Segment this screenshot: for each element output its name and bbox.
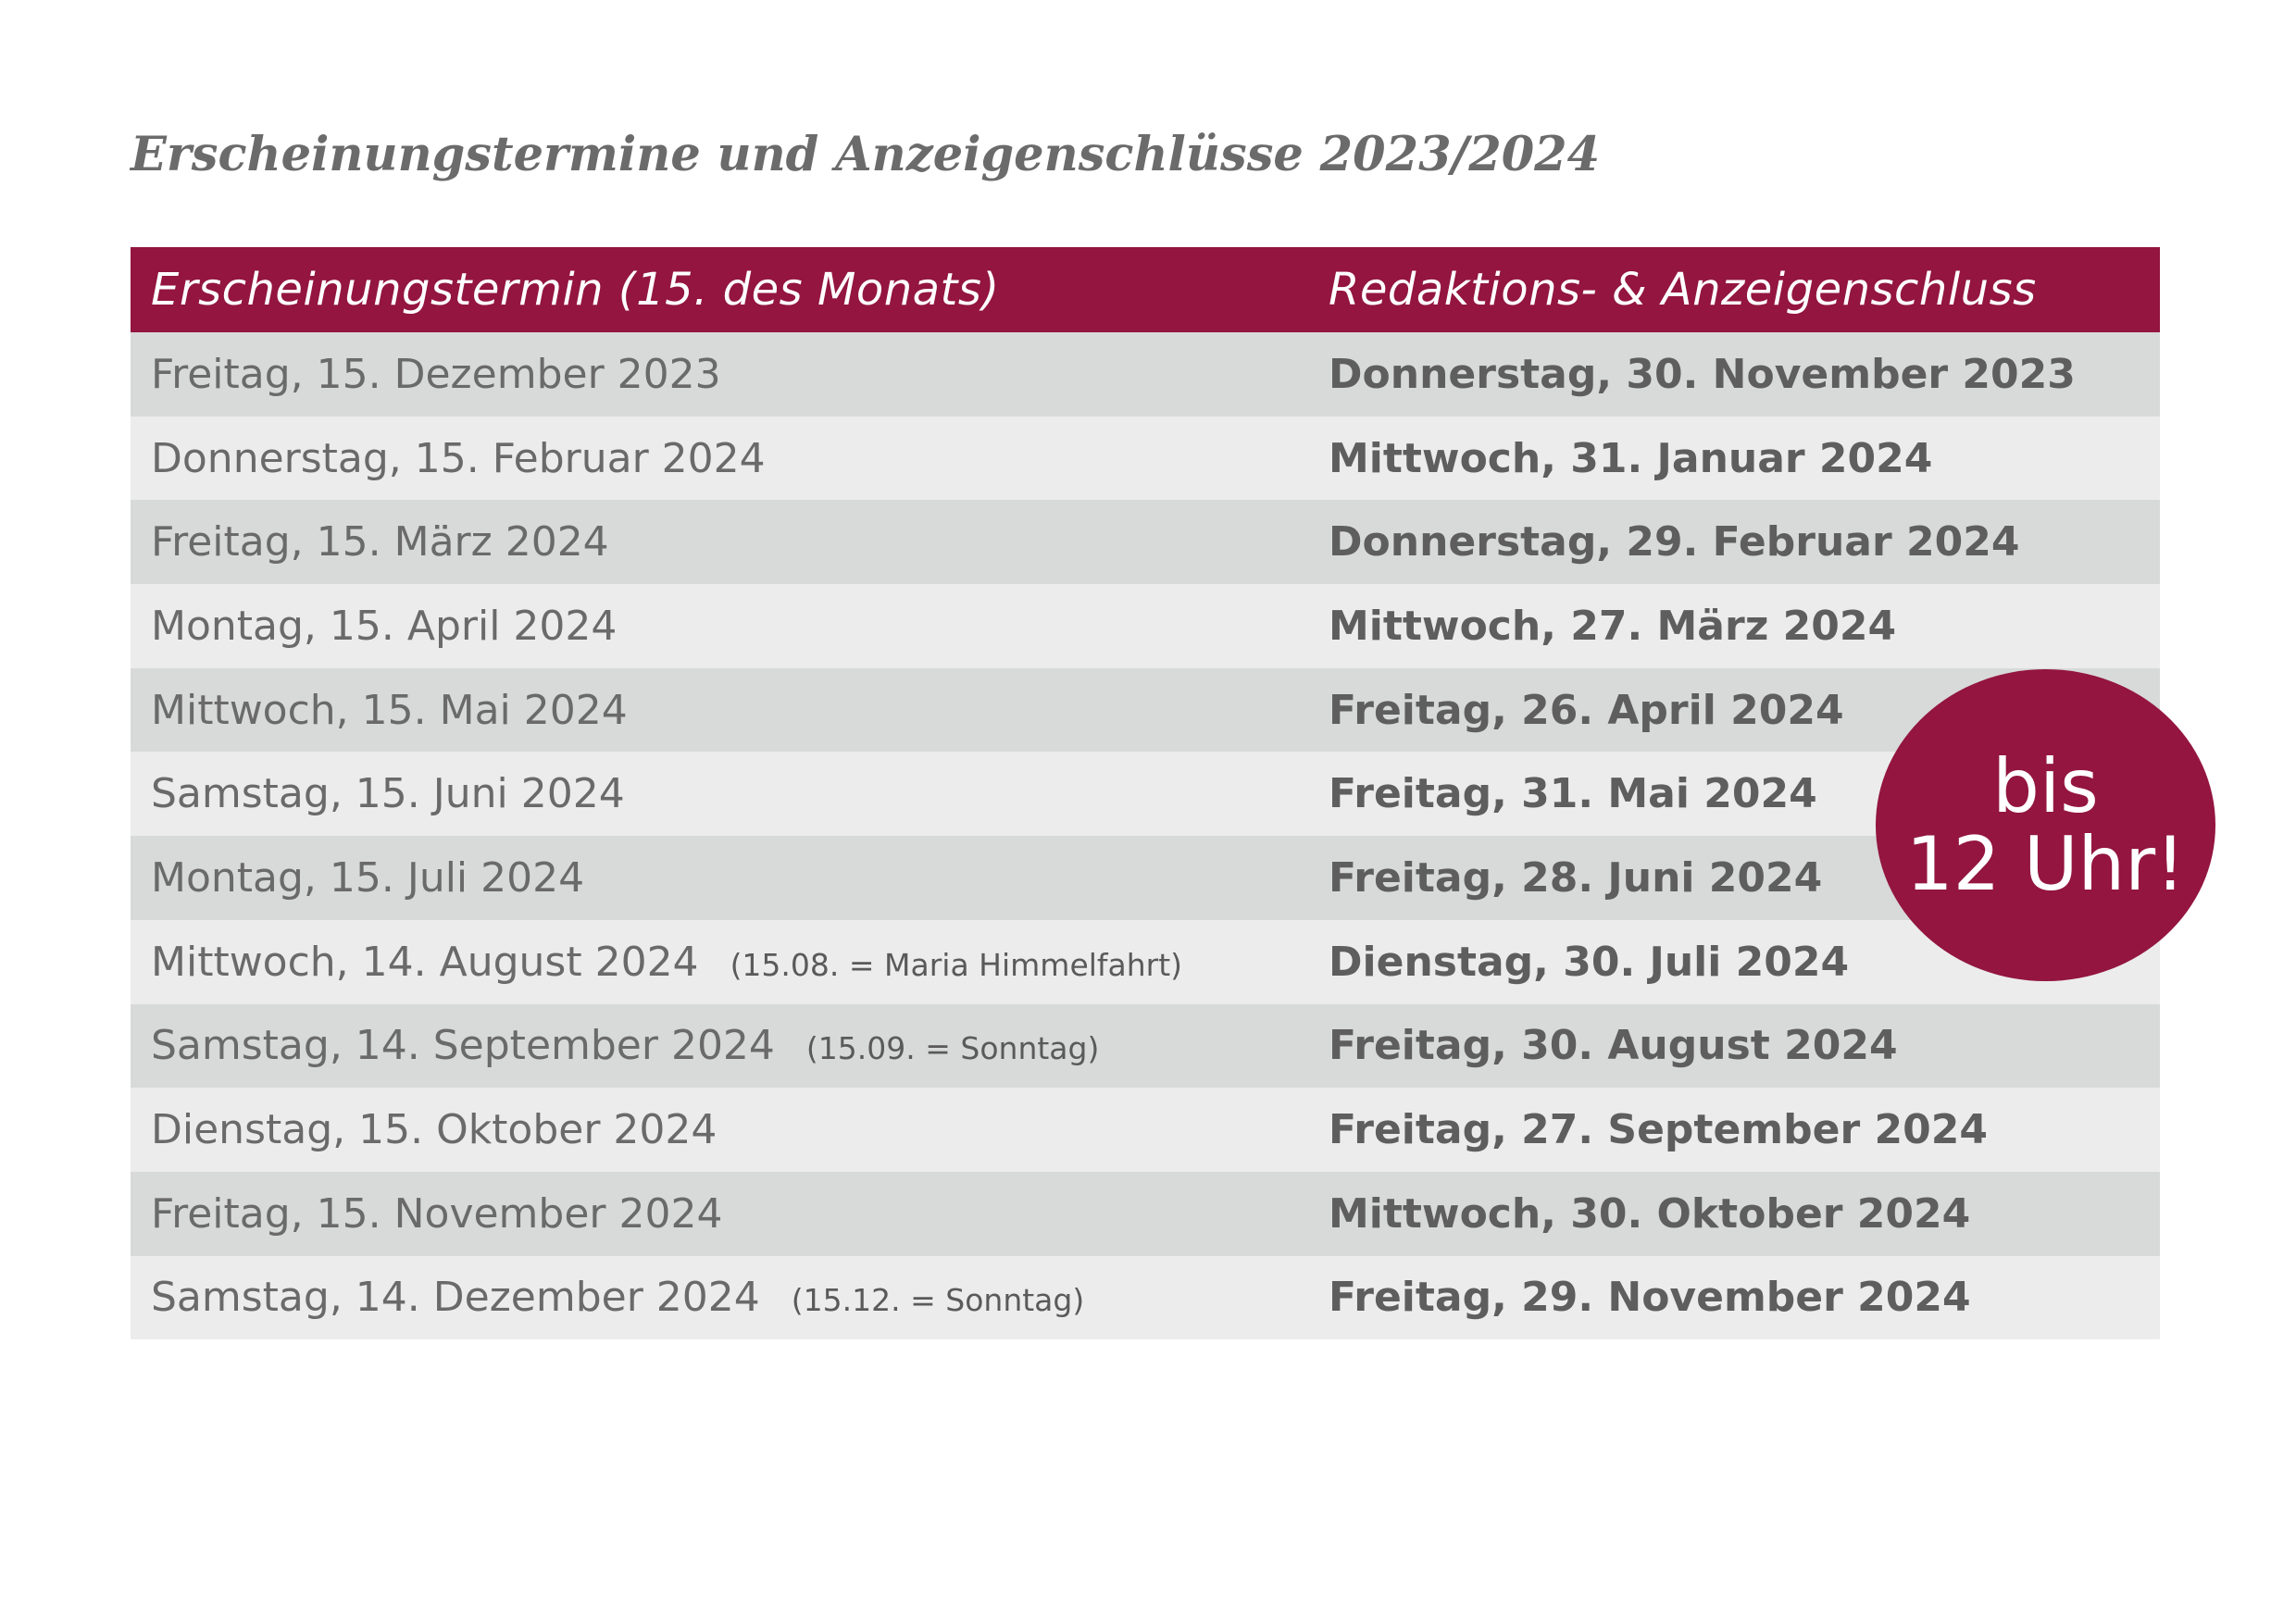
table-body <box>131 332 2160 1339</box>
publication-date: Samstag, 14. September 2024 <box>151 1022 775 1070</box>
publication-date: Freitag, 15. März 2024 <box>151 518 609 566</box>
table-row <box>131 752 2160 836</box>
publication-date: Freitag, 15. Dezember 2023 <box>151 350 721 398</box>
deadline-time-badge <box>1876 669 2215 981</box>
publication-cell <box>151 836 584 920</box>
badge-line-2: 12 Uhr! <box>1905 820 2186 907</box>
publication-cell <box>151 500 609 584</box>
deadline-date: Freitag, 29. November 2024 <box>1329 1274 1971 1322</box>
table-row <box>131 1088 2160 1172</box>
table-row <box>131 332 2160 417</box>
deadline-date: Freitag, 26. April 2024 <box>1329 686 1844 734</box>
table-row <box>131 836 2160 920</box>
table-row <box>131 584 2160 668</box>
publication-cell <box>151 1004 1099 1089</box>
publication-cell <box>151 1256 1084 1340</box>
table-row <box>131 1004 2160 1089</box>
table-row <box>131 920 2160 1004</box>
publication-cell <box>151 584 617 668</box>
table-row <box>131 417 2160 501</box>
page-title: Erscheinungstermine und Anzeigenschlüsse 2023/2024 <box>131 127 1601 182</box>
deadline-date: Freitag, 28. Juni 2024 <box>1329 853 1823 902</box>
publication-cell <box>151 1088 717 1172</box>
publication-cell <box>151 417 766 501</box>
header-publication-date: Erscheinungstermin (15. des Monats) <box>151 264 1000 316</box>
deadline-date: Mittwoch, 31. Januar 2024 <box>1329 434 1933 482</box>
publication-date: Freitag, 15. November 2024 <box>151 1189 723 1238</box>
publication-note: (15.12. = Sonntag) <box>791 1282 1085 1319</box>
publication-date: Donnerstag, 15. Februar 2024 <box>151 434 766 482</box>
publication-cell <box>151 920 1182 1004</box>
table-row <box>131 668 2160 753</box>
publication-date: Samstag, 14. Dezember 2024 <box>151 1274 760 1322</box>
publication-date: Samstag, 15. Juni 2024 <box>151 770 625 818</box>
publication-cell <box>151 752 625 836</box>
publication-date: Mittwoch, 14. August 2024 <box>151 938 699 986</box>
deadline-date: Mittwoch, 30. Oktober 2024 <box>1329 1189 1971 1238</box>
deadline-date: Donnerstag, 30. November 2023 <box>1329 350 2076 398</box>
publication-cell <box>151 332 721 417</box>
table-header <box>131 247 2160 332</box>
deadline-date: Freitag, 27. September 2024 <box>1329 1106 1988 1154</box>
publication-date: Mittwoch, 15. Mai 2024 <box>151 686 628 734</box>
deadline-date: Mittwoch, 27. März 2024 <box>1329 602 1897 650</box>
deadline-date: Donnerstag, 29. Februar 2024 <box>1329 518 2020 566</box>
deadline-date: Dienstag, 30. Juli 2024 <box>1329 938 1850 986</box>
publication-date: Dienstag, 15. Oktober 2024 <box>151 1106 718 1154</box>
publication-note: (15.08. = Maria Himmelfahrt) <box>730 946 1183 983</box>
table-row <box>131 500 2160 584</box>
schedule-table <box>131 247 2160 1339</box>
badge-line-1: bis <box>1992 742 2099 829</box>
header-deadline: Redaktions- & Anzeigenschluss <box>1329 264 2037 316</box>
deadline-date: Freitag, 30. August 2024 <box>1329 1022 1898 1070</box>
table-row <box>131 1172 2160 1256</box>
publication-date: Montag, 15. April 2024 <box>151 602 618 650</box>
publication-date: Montag, 15. Juli 2024 <box>151 853 585 902</box>
publication-note: (15.09. = Sonntag) <box>805 1030 1100 1067</box>
table-row <box>131 1256 2160 1340</box>
publication-cell <box>151 668 628 753</box>
publication-cell <box>151 1172 722 1256</box>
deadline-date: Freitag, 31. Mai 2024 <box>1329 770 1817 818</box>
